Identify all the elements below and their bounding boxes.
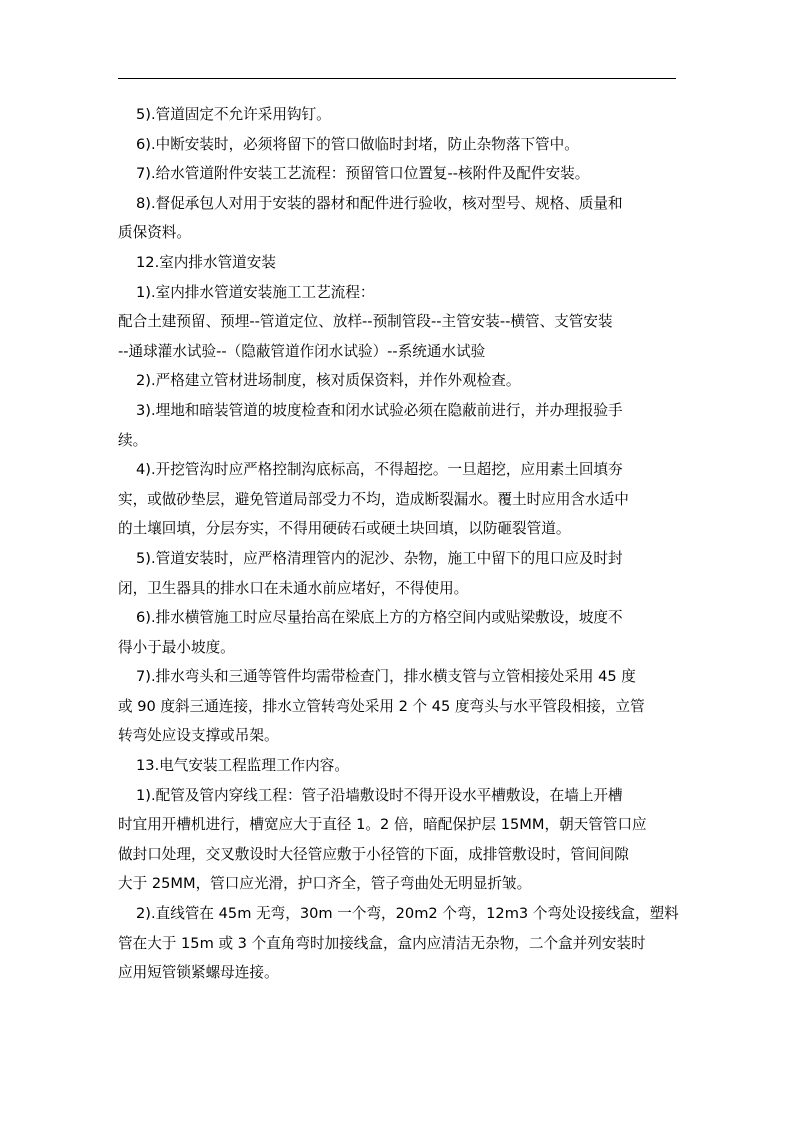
text-line: 转弯处应设支撑或吊架。 [118,727,279,745]
text-line: 7).给水管道附件安装工艺流程：预留管口位置复--核附件及配件安装。 [136,165,590,183]
paragraph [118,130,678,160]
text-line: 8).督促承包人对用于安装的器材和配件进行验收，核对型号、规格、质量和 [136,194,623,212]
paragraph [118,544,678,603]
text-line: 2).严格建立管材进场制度，核对质保资料，并作外观检查。 [136,372,521,390]
paragraph [118,248,678,278]
text-line: 2).直线管在 45m 无弯，30m 一个弯，20m2 个弯，12m3 个弯处设接线盒，塑料 [136,905,679,923]
text-line: 5).管道固定不允许采用钩钉。 [136,106,331,123]
paragraph [118,396,678,455]
paragraph [118,307,678,366]
paragraph [118,455,678,544]
text-line: 闭，卫生器具的排水口在未通水前应堵好，不得使用。 [118,579,469,597]
text-line: 应用短管锁紧螺母连接。 [118,964,279,982]
paragraph [118,278,678,308]
text-line: 得小于最小坡度。 [118,638,235,656]
text-line: 大于 25MM，管口应光滑，护口齐全，管子弯曲处无明显折皱。 [118,875,532,893]
text-line: 4).开挖管沟时应严格控制沟底标高，不得超挖。一旦超挖，应用素土回填夯 [136,461,623,479]
text-line: 7).排水弯头和三通等管件均需带检查门，排水横支管与立管相接处采用 45 度 [136,668,636,686]
paragraph [118,159,678,189]
text-line: 13.电气安装工程监理工作内容。 [136,757,349,775]
text-line: 质保资料。 [118,224,191,242]
text-line: --通球灌水试验--（隐蔽管道作闭水试验）--系统通水试验 [118,342,486,360]
paragraph [118,189,678,248]
paragraph [118,781,678,899]
header-rule [118,78,676,79]
text-line: 做封口处理，交叉敷设时大径管应敷于小径管的下面，成排管敷设时，管间间隙 [118,845,629,863]
text-line: 或 90 度斜三通连接，排水立管转弯处采用 2 个 45 度弯头与水平管段相接，立管 [118,697,645,715]
text-line: 1).室内排水管道安装施工工艺流程： [136,283,375,301]
text-line: 1).配管及管内穿线工程：管子沿墙敷设时不得开设水平槽敷设，在墙上开槽 [136,786,623,804]
paragraph [118,100,678,130]
text-line: 管在大于 15m 或 3 个直角弯时加接线盒，盒内应清洁无杂物，二个盒并列安装时 [118,934,646,952]
text-line: 12.室内排水管道安装 [136,253,276,271]
paragraph [118,603,678,662]
paragraph [118,662,678,751]
text-line: 5).管道安装时，应严格清理管内的泥沙、杂物，施工中留下的甩口应及时封 [136,549,623,567]
text-line: 6).中断安装时，必须将留下的管口做临时封堵，防止杂物落下管中。 [136,135,579,153]
text-line: 时宜用开槽机进行，槽宽应大于直径 1。2 倍，暗配保护层 15MM，朝天管管口应 [118,816,647,834]
text-line: 配合土建预留、预埋--管道定位、放样--预制管段--主管安装--横管、支管安装 [118,313,613,331]
text-line: 3).埋地和暗装管道的坡度检查和闭水试验必须在隐蔽前进行，并办理报验手 [136,401,623,419]
paragraph [118,366,678,396]
text-line: 实，或做砂垫层，避免管道局部受力不均，造成断裂漏水。覆土时应用含水适中 [118,490,629,508]
text-line: 6).排水横管施工时应尽量抬高在梁底上方的方格空间内或贴梁敷设，坡度不 [136,609,623,627]
text-line: 续。 [118,431,148,449]
paragraph [118,899,678,988]
text-line: 的土壤回填，分层夯实，不得用硬砖石或硬土块回填，以防砸裂管道。 [118,520,571,538]
paragraph [118,751,678,781]
document-body [118,100,678,988]
